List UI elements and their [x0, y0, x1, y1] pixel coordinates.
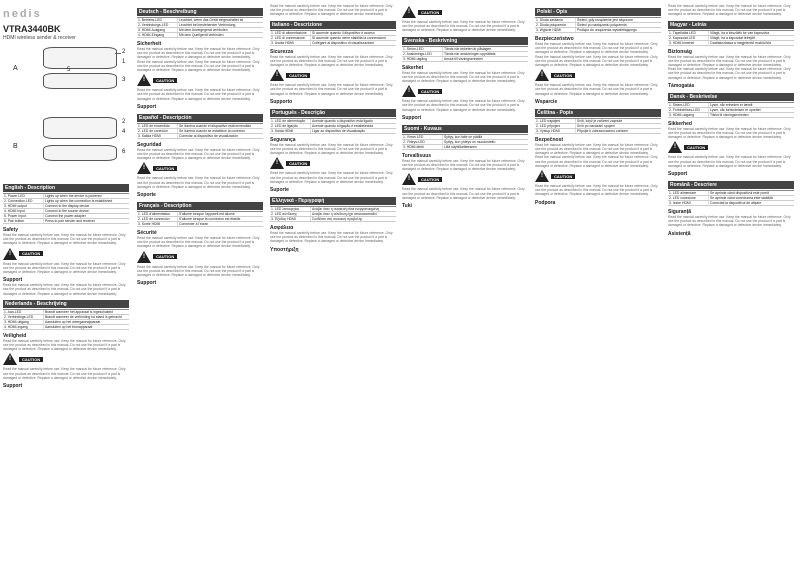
table-row: 2. LED conexiune Se aprinde când conexiunea este stabilită — [668, 196, 794, 201]
subheading: Sikkerhed — [668, 120, 692, 127]
receiver-device-side — [43, 145, 117, 161]
subheading: Säkerhet — [402, 64, 424, 71]
parts-table — [668, 30, 794, 46]
table-row: 1. Virran LED Syttyy, kun laite on päällä — [402, 135, 528, 140]
subheading: Sicherheit — [137, 41, 162, 47]
section-heading: Ελληνικά - Περιγραφή — [270, 197, 396, 205]
table-row: 3. Uscita HDMI Collegare al dispositivo di visualizzazione — [270, 41, 396, 46]
warning-box — [137, 251, 263, 263]
section-heading: Français - Description — [137, 202, 263, 210]
body-text: Read the manual carefully before use. Keep the manual for future reference. Only use the product as described in this manual. Do not use the product if a part is damaged or defective. Replace a damaged or defective device immediately. — [270, 171, 393, 184]
table-row: 2. Dioda połączenia Świeci po nawiązaniu połączenia — [535, 23, 661, 28]
subheading: Support — [402, 114, 422, 121]
caution-label: CAUTION — [153, 78, 177, 83]
caution-label: CAUTION — [551, 73, 575, 78]
section-heading: Deutsch - Beschreibung — [137, 8, 263, 16]
warning-icon — [137, 162, 151, 174]
table-row: 1. Betriebs-LED Leuchtet, wenn das Gerät eingeschaltet ist — [137, 18, 263, 23]
subheading: Soporte — [137, 192, 156, 199]
section-4 — [137, 202, 263, 286]
warning-icon — [3, 353, 17, 365]
callout-2: 2 — [122, 49, 126, 55]
table-row: 1. Power LED Lights up when the device is powered — [3, 194, 129, 199]
caution-label: CAUTION — [418, 10, 442, 15]
body-text: Read the manual carefully before use. Keep the manual for future reference. Only use the product as described in this manual. Do not use the product if a part is damaged or defective. Replace a damaged or defective device immediately. — [402, 187, 525, 200]
body-text: Read the manual carefully before use. Keep the manual for future reference. Only use the product as described in this manual. Do not use the product if a part is damaged or defective. Replace a damaged or defective device immediately. — [137, 264, 260, 278]
table-row: 1. Tápellátás LED Világít, ha a készülék be van kapcsolva — [668, 31, 794, 36]
caution-label: CAUTION — [286, 73, 310, 78]
receiver-device-top — [43, 117, 117, 139]
body-text: Read the manual carefully before use. Keep the manual for future reference. Only use the product as described in this manual. Do not use the product if a part is damaged or defective. Replace a damaged or defective device immediately. — [535, 42, 658, 55]
caution-label: CAUTION — [551, 174, 575, 179]
table-row: 3. HDMI kimenet Csatlakoztassa a megjelenítő eszközhöz — [668, 41, 794, 46]
callout-6: 6 — [122, 149, 126, 155]
table-row: 3. Έξοδος HDMI Συνδέστε στη συσκευή προβολής — [270, 217, 396, 222]
section-11 — [535, 8, 661, 105]
section-6 — [270, 109, 396, 193]
warning-icon — [402, 85, 416, 97]
warning-box — [402, 85, 528, 97]
body-text: Read the manual carefully before use. Keep the manual for future reference. Only use the product as described in this manual. Do not use the product if a part is damaged or defective. Replace a damaged or defective device immediately. — [270, 54, 393, 68]
figure-label-b: B — [13, 143, 18, 150]
warning-icon — [137, 74, 151, 86]
subheading: Support — [137, 103, 157, 110]
section-0 — [3, 184, 129, 296]
section-2 — [137, 8, 263, 110]
table-row: 1. LED de encendido Se ilumina cuando el dispositivo está encendido — [137, 124, 263, 129]
sender-device-side — [43, 73, 117, 89]
product-subtitle: HDMI wireless sender & receiver — [3, 35, 76, 41]
section-9 — [668, 93, 794, 177]
table-row: 3. HDMI-udgang Tilslut til visningsenheden — [668, 113, 794, 118]
warning-icon — [270, 69, 284, 81]
caution-label: CAUTION — [153, 254, 177, 259]
subheading: Sicurezza — [270, 48, 294, 55]
table-row: 2. LED připojení Svítí po navázání spojení — [535, 124, 661, 129]
body-text: Read the manual carefully before use. Keep the manual for future reference. Only use the product as described in this manual. Do not use the product if a part is damaged or defective. Replace a damaged or defective device immediately. — [402, 99, 525, 112]
body-text: Read the manual carefully before use. Keep the manual for future reference. Only use the product as described in this manual. Do not use the product if a part is damaged or defective. Replace a damaged or defective device immediately. — [270, 83, 393, 96]
warning-icon — [535, 170, 549, 182]
column-2 — [137, 4, 263, 286]
subheading: Bezpečnost — [535, 136, 564, 143]
parts-table — [270, 118, 396, 134]
section-heading: English - Description — [3, 184, 129, 192]
body-text: Read the manual carefully before use. Keep the manual for future reference. Only use the product as described in this manual. Do not use the product if a part is damaged or defective. Replace a damaged or defective device immediately. — [535, 184, 658, 197]
table-row: 1. LED napájení Svítí, když je zařízení zapnuté — [535, 119, 661, 124]
warning-box — [535, 170, 661, 182]
table-row: 3. Sortie HDMI Connecter à l'écran — [137, 222, 263, 227]
caution-label: CAUTION — [19, 357, 43, 362]
callout-3: 3 — [122, 77, 126, 83]
warning-icon — [535, 69, 549, 81]
table-row: 1. LED λειτουργίας Ανάβει όταν η συσκευή είναι ενεργοποιημένη — [270, 207, 396, 212]
parts-table — [535, 17, 661, 33]
body-text: Read the manual carefully before use. Keep the manual for future reference. Only use the product as described in this manual. Do not use the product if a part is damaged or defective. Replace a damaged or defective device immediately. — [668, 54, 791, 68]
body-text: Read the manual carefully before use. Keep the manual for future reference. Only use the product as described in this manual. Do not use the product if a part is damaged or defective. Replace a damaged or defective device immediately. — [535, 155, 658, 168]
body-text: Read the manual carefully before use. Keep the manual for future reference. Only use the product as described in this manual. Do not use the product if a part is damaged or defective. Replace a damaged or defective device immediately. — [402, 158, 525, 172]
warning-icon — [668, 141, 682, 153]
subheading: Support — [137, 280, 157, 287]
model-number: VTRA3440BK — [3, 24, 61, 34]
table-row: 2. Kapcsolat LED Világít, ha a kapcsolat létrejött — [668, 36, 794, 41]
column-5 — [535, 4, 661, 206]
parts-table — [3, 193, 129, 224]
brand-logo: nedis — [3, 8, 42, 20]
body-text: Read the manual carefully before use. Keep the manual for future reference. Only use the product as described in this manual. Do not use the product if a part is damaged or defective. Replace a damaged or defective device immediately. — [668, 67, 791, 80]
subheading: Turvallisuus — [402, 152, 432, 159]
table-row: 1. Dioda zasilania Świeci, gdy urządzenie jest włączone — [535, 18, 661, 23]
body-text: Read the manual carefully before use. Keep the manual for future reference. Only use the product as described in this manual. Do not use the product if a part is damaged or defective. Replace a damaged or defective device immediately. — [535, 142, 658, 156]
section-1 — [3, 300, 129, 389]
caution-label: CAUTION — [153, 166, 177, 171]
table-row: 3. HDMI-uitgang Aansluiten op het weergaveapparaat — [3, 320, 129, 325]
subheading: Support — [3, 277, 23, 284]
parts-table — [137, 123, 263, 139]
table-row: 2. Verbindings-LED Brandt wanneer de verbinding tot stand is gebracht — [3, 315, 129, 320]
body-text: Read the manual carefully before use. Keep the manual for future reference. Only use the product as described in this manual. Do not use the product if a part is damaged or defective. Replace a damaged or defective device immediately. — [3, 233, 126, 246]
table-row: 4. HDMI-ingang Aansluiten op het bronapparaat — [3, 325, 129, 330]
table-row: 6. Pair button Press to pair sender and receiver — [3, 219, 129, 224]
body-text: Read the manual carefully before use. Keep the manual for future reference. Only use the product as described in this manual. Do not use the product if a part is damaged or defective. Replace a damaged or defective device immediately. — [137, 88, 260, 101]
table-row: 3. Salida HDMI Conectar al dispositivo de visualización — [137, 134, 263, 139]
warning-box — [402, 173, 528, 185]
body-text: Read the manual carefully before use. Keep the manual for future reference. Only use the product as described in this manual. Do not use the product if a part is damaged or defective. Replace a damaged or defective device immediately. — [668, 4, 791, 17]
body-text: Read the manual carefully before use. Keep the manual for future reference. Only use the product as described in this manual. Do not use the product if a part is damaged or defective. Replace a damaged or defective device immediately. — [137, 236, 260, 249]
body-text: Read the manual carefully before use. Keep the manual for future reference. Only use the product as described in this manual. Do not use the product if a part is damaged or defective. Replace a damaged or defective device immediately. — [535, 83, 658, 96]
section-heading: Português - Descrição — [270, 109, 396, 117]
body-text: Read the manual carefully before use. Keep the manual for future reference. Only use the product as described in this manual. Do not use the product if a part is damaged or defective. Replace a damaged or defective device immediately. — [3, 367, 126, 380]
warning-icon — [402, 6, 416, 18]
column-3 — [270, 4, 396, 253]
table-row: 2. Yhteys-LED Syttyy, kun yhteys on muodostettu — [402, 140, 528, 145]
section-heading: Nederlands - Beschrijving — [3, 300, 129, 308]
warning-box — [270, 69, 396, 81]
body-text: Read the manual carefully before use. Keep the manual for future reference. Only use the product as described in this manual. Do not use the product if a part is damaged or defective. Replace a damaged or defective device immediately. — [3, 261, 126, 275]
warning-icon — [137, 251, 151, 263]
body-text: Read the manual carefully before use. Keep the manual for future reference. Only use the product as described in this manual. Do not use the product if a part is damaged or defective. Replace a damaged or defective device immediately. — [402, 20, 525, 33]
subheading: Safety — [3, 227, 19, 233]
table-row: 3. HDMI-Ausgang Mit dem Anzeigegerät verbinden — [137, 28, 263, 33]
table-row: 2. Verbindungs-LED Leuchtet bei bestehender Verbindung — [137, 23, 263, 28]
subheading: Support — [668, 171, 688, 178]
body-text: Read the manual carefully before use. Keep the manual for future reference. Only use the product as described in this manual. Do not use the product if a part is damaged or defective. Replace a damaged or defective device immediately. — [270, 142, 393, 156]
table-row: 4. HDMI-Eingang Mit dem Quellgerät verbinden — [137, 33, 263, 38]
parts-table — [270, 206, 396, 222]
section-13 — [668, 21, 794, 89]
subheading: Asistență — [668, 230, 691, 237]
subheading: Sécurité — [137, 230, 157, 237]
caution-label: CAUTION — [684, 145, 708, 150]
table-row: 1. Strøm-LED Lyser, når enheden er tændt — [668, 103, 794, 108]
body-text: Read the manual carefully before use. Keep the manual for future reference. Only use the product as described in this manual. Do not use the product if a part is damaged or defective. Replace a damaged or defective device immediately. — [137, 59, 260, 73]
warning-box — [3, 248, 129, 260]
section-heading: Español - Descripción — [137, 114, 263, 122]
body-text: Read the manual carefully before use. Keep the manual for future reference. Only use the product as described in this manual. Do not use the product if a part is damaged or defective. Replace a damaged or defective device immediately. — [137, 147, 260, 161]
body-text: Read the manual carefully before use. Keep the manual for future reference. Only use the product as described in this manual. Do not use the product if a part is damaged or defective. Replace a damaged or defective device immediately. — [402, 70, 525, 84]
section-8 — [402, 125, 528, 209]
body-text: Read the manual carefully before use. Keep the manual for future reference. Only use the product as described in this manual. Do not use the product if a part is damaged or defective. Replace a damaged or defective device immediately. — [668, 155, 791, 168]
table-row: 2. LED de conexión Se ilumina cuando se establece la conexión — [137, 129, 263, 134]
parts-table — [668, 102, 794, 118]
caution-label: CAUTION — [418, 177, 442, 182]
table-row: 2. LED di connessione Si accende quando viene stabilita la connessione — [270, 36, 396, 41]
subheading: Segurança — [270, 136, 296, 143]
parts-table — [402, 46, 528, 62]
table-row: 1. Aan-LED Brandt wanneer het apparaat is ingeschakeld — [3, 310, 129, 315]
section-3 — [137, 114, 263, 198]
table-row: 2. LED de ligação Acende quando a ligação é estabelecida — [270, 124, 396, 129]
section-heading: Italiano - Descrizione — [270, 21, 396, 29]
warning-box — [3, 353, 129, 365]
parts-table — [3, 309, 129, 330]
subheading: Suporte — [270, 187, 289, 194]
section-heading: Română - Descriere — [668, 181, 794, 189]
warning-box — [668, 141, 794, 153]
body-text: Read the manual carefully before use. Keep the manual for future reference. Only use the product as described in this manual. Do not use the product if a part is damaged or defective. Replace a damaged or defective device immediately. — [137, 176, 260, 189]
warning-box — [137, 162, 263, 174]
subheading: Seguridad — [137, 141, 162, 148]
warning-box — [137, 74, 263, 86]
parts-table — [270, 30, 396, 46]
table-row: 1. LED alimentare Se aprinde când dispozitivul este pornit — [668, 191, 794, 196]
table-row: 3. Výstup HDMI Připojte k zobrazovacímu zařízení — [535, 129, 661, 134]
column-1 — [3, 4, 129, 389]
section-heading: Dansk - Beskrivelse — [668, 93, 794, 101]
section-7 — [402, 37, 528, 121]
body-text: Read the manual carefully before use. Keep the manual for future reference. Only use the product as described in this manual. Do not use the product if a part is damaged or defective. Replace a damaged or defective device immediately. — [270, 4, 393, 17]
table-row: 1. LED d'alimentation S'allume lorsque l'appareil est allumé — [137, 212, 263, 217]
caution-label: CAUTION — [19, 251, 43, 256]
body-text: Read the manual carefully before use. Keep the manual for future reference. Only use the product as described in this manual. Do not use the product if a part is damaged or defective. Replace a damaged or defective device immediately. — [137, 47, 260, 60]
table-row: 3. HDMI output Connect to the display device — [3, 204, 129, 209]
body-text: Read the manual carefully before use. Keep the manual for future reference. Only use the product as described in this manual. Do not use the product if a part is damaged or defective. Replace a damaged or defective device immediately. — [3, 283, 126, 296]
figure-label-a: A — [13, 65, 18, 72]
table-row: 3. HDMI-utgång Anslut till visningsenheten — [402, 57, 528, 62]
subheading: Támogatás — [668, 82, 695, 89]
table-row: 3. Wyjście HDMI Podłącz do urządzenia wyświetlającego — [535, 28, 661, 33]
section-12 — [535, 109, 661, 206]
body-text: Read the manual carefully before use. Keep the manual for future reference. Only use the product as described in this manual. Do not use the product if a part is damaged or defective. Replace a damaged or defective device immediately. — [668, 215, 791, 228]
section-heading: Suomi - Kuvaus — [402, 125, 528, 133]
table-row: 1. LED de alimentação Acende quando o dispositivo está ligado — [270, 119, 396, 124]
callout-1: 1 — [122, 59, 126, 65]
subheading: Bezpieczeństwo — [535, 36, 574, 42]
caution-label: CAUTION — [418, 89, 442, 94]
product-figure — [3, 45, 129, 180]
body-text: Read the manual carefully before use. Keep the manual for future reference. Only use the product as described in this manual. Do not use the product if a part is damaged or defective. Replace a damaged or defective device immediately. — [3, 338, 126, 352]
table-row: 2. LED σύνδεσης Ανάβει όταν η σύνδεση έχει αποκατασταθεί — [270, 212, 396, 217]
parts-table — [402, 134, 528, 150]
callout-2b: 2 — [122, 119, 126, 125]
table-row: 2. Anslutnings-LED Tänds när anslutningen upprättats — [402, 52, 528, 57]
table-row: 2. Connection LED Lights up when the connection is established — [3, 199, 129, 204]
parts-table — [535, 118, 661, 134]
section-heading: Čeština - Popis — [535, 109, 661, 117]
section-heading: Svenska - Beskrivning — [402, 37, 528, 45]
subheading: Tuki — [402, 203, 412, 210]
subheading: Biztonság — [668, 48, 692, 55]
callout-5: 5 — [67, 67, 71, 73]
warning-icon — [402, 173, 416, 185]
warning-box — [402, 6, 528, 18]
section-10 — [270, 197, 396, 253]
table-row: 2. LED de connexion S'allume lorsque la connexion est établie — [137, 217, 263, 222]
subheading: Wsparcie — [535, 98, 558, 105]
table-row: 5. Power input Connect the power adapter — [3, 214, 129, 219]
table-row: 1. LED di alimentazione Si accende quando il dispositivo è acceso — [270, 31, 396, 36]
warning-box — [535, 69, 661, 81]
warning-icon — [3, 248, 17, 260]
table-row: 3. Saída HDMI Ligar ao dispositivo de visualização — [270, 129, 396, 134]
subheading: Podpora — [535, 199, 556, 206]
callout-4: 4 — [122, 129, 126, 135]
parts-table — [137, 17, 263, 38]
table-row: 1. Ström-LED Tänds när enheten är påslagen — [402, 47, 528, 52]
section-5 — [270, 21, 396, 105]
subheading: Supporto — [270, 98, 293, 105]
warning-icon — [270, 157, 284, 169]
body-text: Read the manual carefully before use. Keep the manual for future reference. Only use the product as described in this manual. Do not use the product if a part is damaged or defective. Replace a damaged or defective device immediately. — [535, 54, 658, 68]
section-heading: Polski - Opis — [535, 8, 661, 16]
subheading: Veiligheid — [3, 332, 27, 339]
table-row: 3. Ieșire HDMI Conectați la dispozitivul de afișare — [668, 201, 794, 206]
subheading: Siguranță — [668, 209, 692, 216]
body-text: Read the manual carefully before use. Keep the manual for future reference. Only use the product as described in this manual. Do not use the product if a part is damaged or defective. Replace a damaged or defective device immediately. — [270, 231, 393, 244]
subheading: Ασφάλεια — [270, 225, 294, 232]
table-row: 3. HDMI-lähtö Liitä näyttölaitteeseen — [402, 145, 528, 150]
table-row: 2. Forbindelses-LED Lyser, når forbindelsen er oprettet — [668, 108, 794, 113]
warning-box — [270, 157, 396, 169]
sender-device-top — [43, 47, 117, 69]
parts-table — [668, 190, 794, 206]
caution-label: CAUTION — [286, 161, 310, 166]
column-4 — [402, 4, 528, 209]
parts-table — [137, 211, 263, 227]
subheading: Support — [3, 383, 23, 390]
body-text: Read the manual carefully before use. Keep the manual for future reference. Only use the product as described in this manual. Do not use the product if a part is damaged or defective. Replace a damaged or defective device immediately. — [668, 126, 791, 140]
column-6 — [668, 4, 794, 237]
table-row: 4. HDMI input Connect to the source device — [3, 209, 129, 214]
subheading: Υποστήριξη — [270, 246, 299, 253]
section-14 — [668, 181, 794, 237]
section-heading: Magyar - Leírás — [668, 21, 794, 29]
